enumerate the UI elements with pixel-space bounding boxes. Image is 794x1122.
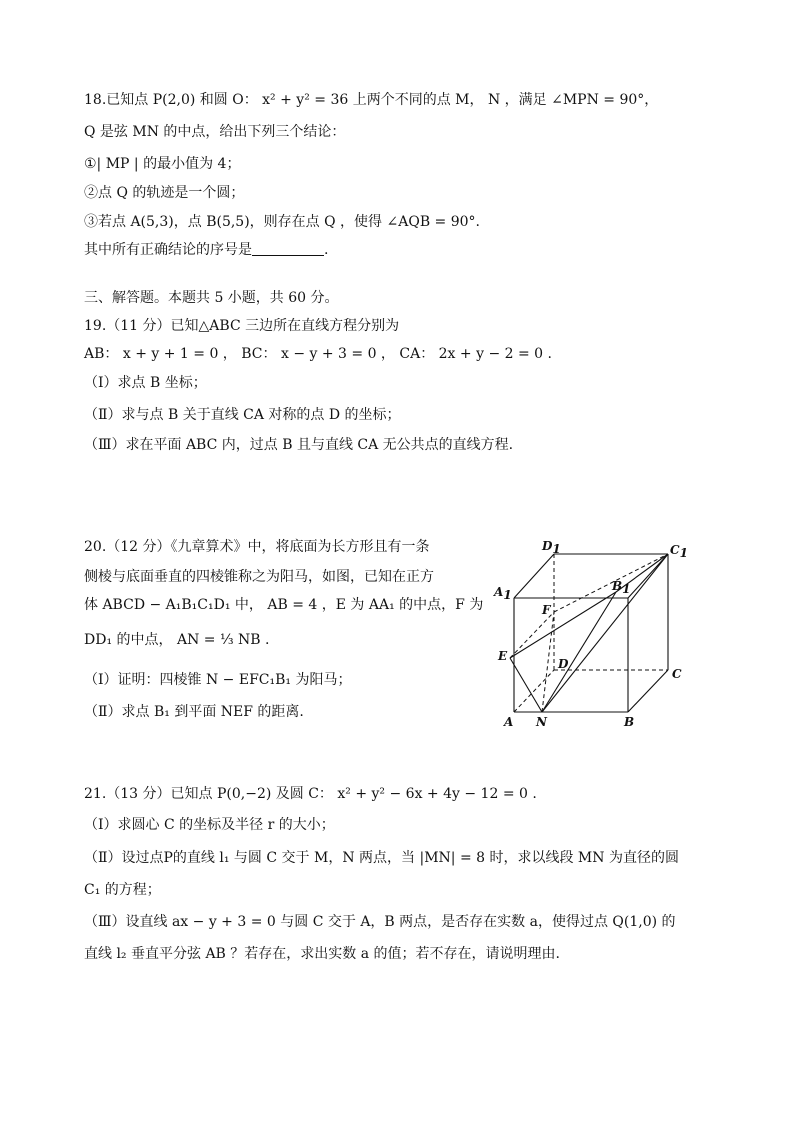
- q18-conclusion-3: ③若点 A(5,3)，点 B(5,5)，则存在点 Q ，使得 ∠AQB = 90°.: [84, 214, 481, 230]
- q21-part-3-line1: （Ⅲ）设直线 ax − y + 3 = 0 与圆 C 交于 A，B 两点，是否存在实数 a，使得过点 Q(1,0) 的: [84, 914, 676, 930]
- q20-part-2: （Ⅱ）求点 B₁ 到平面 NEF 的距离.: [84, 704, 304, 720]
- q18-stem-line2: Q 是弦 MN 的中点，给出下列三个结论：: [84, 124, 346, 140]
- label-f: F: [542, 603, 551, 617]
- q21-stem: 21.（13 分）已知点 P(0,−2) 及圆 C： x² + y² − 6x + 4y − 12 = 0 .: [84, 786, 537, 802]
- q21-part-2-line1: （Ⅱ）设过点P的直线 l₁ 与圆 C 交于 M，N 两点，当 |MN| = 8 时，求以线段 MN 为直径的圆: [84, 850, 679, 866]
- q20-part-1: （Ⅰ）证明：四棱锥 N − EFC₁B₁ 为阳马；: [84, 672, 352, 688]
- section-3-header: 三、解答题。本题共 5 小题，共 60 分。: [84, 290, 339, 306]
- label-c1: C1: [670, 543, 688, 560]
- q19-part-1: （Ⅰ）求点 B 坐标；: [84, 375, 207, 391]
- q18-conclusion-1: ①| MP | 的最小值为 4；: [84, 156, 241, 172]
- q18-stem-line1: 18.已知点 P(2,0) 和圆 O： x² + y² = 36 上两个不同的点 M， N ，满足 ∠MPN = 90°，: [84, 92, 659, 108]
- q19-stem: 19.（11 分）已知△ABC 三边所在直线方程分别为: [84, 318, 400, 334]
- q20-line-1: 20.（12 分）《九章算术》中，将底面为长方形且有一条: [84, 539, 430, 555]
- q18-question-suffix: .: [324, 242, 329, 258]
- q20-line-2: 侧棱与底面垂直的四棱锥称之为阳马，如图，已知在正方: [84, 569, 434, 585]
- q19-part-3: （Ⅲ）求在平面 ABC 内，过点 B 且与直线 CA 无公共点的直线方程.: [84, 437, 514, 453]
- cube-figure: [492, 532, 692, 732]
- label-c: C: [672, 667, 682, 681]
- label-n: N: [536, 715, 547, 729]
- q19-equations: AB： x + y + 1 = 0 ， BC： x − y + 3 = 0 ， CA： 2x + y − 2 = 0 .: [84, 346, 552, 362]
- label-a1: A1: [494, 585, 512, 602]
- cube-hidden-edges: [510, 554, 668, 712]
- q18-question-prefix: 其中所有正确结论的序号是: [84, 242, 252, 258]
- q21-part-2-line2: C₁ 的方程；: [84, 882, 161, 898]
- q18-conclusion-2: ②点 Q 的轨迹是一个圆；: [84, 185, 245, 201]
- q20-line-3: 体 ABCD − A₁B₁C₁D₁ 中， AB = 4 ，E 为 AA₁ 的中点，F 为: [84, 597, 484, 613]
- q20-line-4: DD₁ 的中点， AN = ⅓ NB .: [84, 632, 270, 648]
- label-d1: D1: [542, 539, 561, 556]
- q19-part-2: （Ⅱ）求与点 B 关于直线 CA 对称的点 D 的坐标；: [84, 407, 401, 423]
- q18-question: [84, 240, 328, 260]
- answer-blank[interactable]: [252, 241, 324, 256]
- label-d: D: [558, 657, 569, 671]
- label-b: B: [624, 715, 635, 729]
- label-e: E: [498, 649, 508, 663]
- q21-part-1: （Ⅰ）求圆心 C 的坐标及半径 r 的大小；: [84, 817, 335, 833]
- label-a: A: [504, 715, 514, 729]
- cube-solid-edges: [510, 554, 668, 712]
- q21-part-3-line2: 直线 l₂ 垂直平分弦 AB ？若存在，求出实数 a 的值；若不存在，请说明理由.: [84, 946, 560, 962]
- label-b1: B1: [612, 579, 631, 596]
